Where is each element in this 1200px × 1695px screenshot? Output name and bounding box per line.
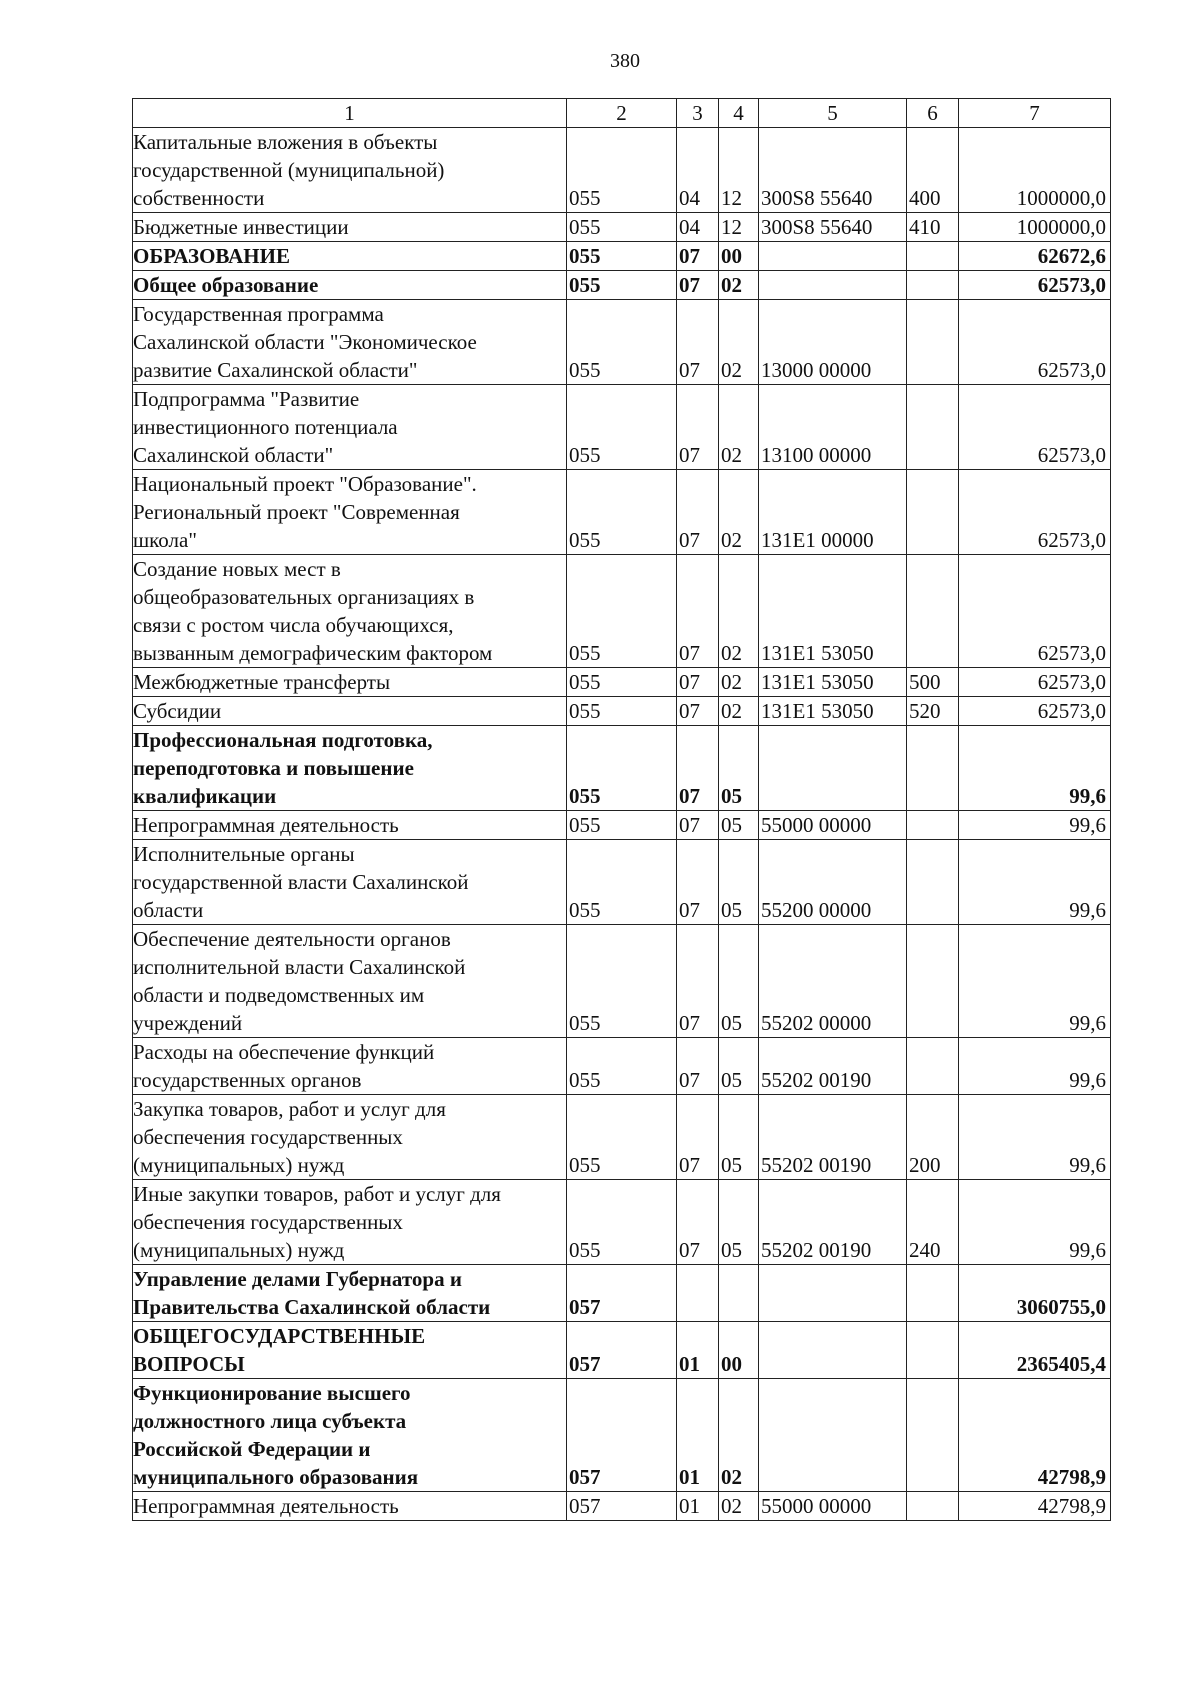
subsection-cell: 12: [719, 213, 759, 242]
amount-cell: 3060755,0: [959, 1265, 1111, 1322]
target-article-cell: 300S8 55640: [759, 213, 907, 242]
table-row: [133, 385, 1111, 470]
table-row: [133, 555, 1111, 668]
table-row: [133, 811, 1111, 840]
table-row: [133, 697, 1111, 726]
expense-type-cell: [907, 840, 959, 925]
target-article-cell: [759, 1265, 907, 1322]
row-name-line: Капитальные вложения в объекты: [133, 130, 438, 154]
expense-type-cell: 410: [907, 213, 959, 242]
row-name-cell: [133, 697, 567, 726]
subsection-cell: 00: [719, 242, 759, 271]
code-cell: 055: [567, 385, 677, 470]
row-name-line: области и подведомственных им: [133, 983, 425, 1007]
section-cell: 07: [677, 925, 719, 1038]
target-article-cell: 55202 00190: [759, 1038, 907, 1095]
table-row: [133, 1095, 1111, 1180]
row-name-line: Профессиональная подготовка,: [133, 728, 433, 752]
section-cell: 07: [677, 697, 719, 726]
row-name-line: государственной власти Сахалинской: [133, 870, 469, 894]
amount-cell: 1000000,0: [959, 128, 1111, 213]
amount-cell: 1000000,0: [959, 213, 1111, 242]
subsection-cell: 05: [719, 1038, 759, 1095]
subsection-cell: 02: [719, 271, 759, 300]
section-cell: 07: [677, 668, 719, 697]
target-article-cell: 131E1 53050: [759, 668, 907, 697]
row-name-line: государственных органов: [133, 1068, 362, 1092]
row-name-cell: [133, 1095, 567, 1180]
row-name-line: Региональный проект "Современная: [133, 500, 460, 524]
row-name-line: Межбюджетные трансферты: [133, 670, 391, 694]
row-name-line: Создание новых мест в: [133, 557, 341, 581]
table-row: [133, 1322, 1111, 1379]
section-cell: 07: [677, 1180, 719, 1265]
header-cell-7: 7: [959, 99, 1111, 128]
expense-type-cell: [907, 1379, 959, 1492]
row-name-cell: [133, 470, 567, 555]
section-cell: 07: [677, 385, 719, 470]
expense-type-cell: [907, 271, 959, 300]
row-name-line: общеобразовательных организациях в: [133, 585, 475, 609]
expense-type-cell: 400: [907, 128, 959, 213]
amount-cell: 99,6: [959, 811, 1111, 840]
row-name-line: Непрограммная деятельность: [133, 1494, 399, 1518]
row-name-cell: [133, 668, 567, 697]
header-cell-4: 4: [719, 99, 759, 128]
row-name-cell: [133, 128, 567, 213]
amount-cell: 62573,0: [959, 470, 1111, 555]
section-cell: 07: [677, 726, 719, 811]
row-name-cell: [133, 1180, 567, 1265]
section-cell: 04: [677, 128, 719, 213]
code-cell: 055: [567, 271, 677, 300]
target-article-cell: 55000 00000: [759, 1492, 907, 1521]
subsection-cell: 05: [719, 925, 759, 1038]
subsection-cell: 05: [719, 1180, 759, 1265]
row-name-line: Обеспечение деятельности органов: [133, 927, 451, 951]
row-name-cell: [133, 840, 567, 925]
row-name-line: Закупка товаров, работ и услуг для: [133, 1097, 446, 1121]
subsection-cell: 02: [719, 555, 759, 668]
expense-type-cell: [907, 385, 959, 470]
table-row: [133, 470, 1111, 555]
expense-type-cell: [907, 470, 959, 555]
row-name-line: ОБЩЕГОСУДАРСТВЕННЫЕ: [133, 1324, 426, 1348]
amount-cell: 99,6: [959, 726, 1111, 811]
target-article-cell: 55000 00000: [759, 811, 907, 840]
target-article-cell: 300S8 55640: [759, 128, 907, 213]
target-article-cell: 131E1 53050: [759, 697, 907, 726]
row-name-cell: [133, 271, 567, 300]
row-name-line: Расходы на обеспечение функций: [133, 1040, 435, 1064]
section-cell: 01: [677, 1322, 719, 1379]
section-cell: 01: [677, 1492, 719, 1521]
section-cell: 07: [677, 271, 719, 300]
table-row: [133, 300, 1111, 385]
row-name-line: Непрограммная деятельность: [133, 813, 399, 837]
subsection-cell: 05: [719, 1095, 759, 1180]
row-name-line: Функционирование высшего: [133, 1381, 411, 1405]
code-cell: 057: [567, 1265, 677, 1322]
section-cell: 07: [677, 555, 719, 668]
row-name-line: Правительства Сахалинской области: [133, 1295, 491, 1319]
section-cell: 07: [677, 470, 719, 555]
row-name-line: инвестиционного потенциала: [133, 415, 398, 439]
header-cell-6: 6: [907, 99, 959, 128]
amount-cell: 99,6: [959, 840, 1111, 925]
subsection-cell: 02: [719, 1379, 759, 1492]
target-article-cell: [759, 242, 907, 271]
row-name-line: связи с ростом числа обучающихся,: [133, 613, 454, 637]
row-name-line: Управление делами Губернатора и: [133, 1267, 462, 1291]
table-row: [133, 925, 1111, 1038]
row-name-line: обеспечения государственных: [133, 1210, 403, 1234]
target-article-cell: 55202 00190: [759, 1095, 907, 1180]
table-row: [133, 1038, 1111, 1095]
code-cell: 055: [567, 1095, 677, 1180]
section-cell: [677, 1265, 719, 1322]
target-article-cell: [759, 1379, 907, 1492]
amount-cell: 42798,9: [959, 1492, 1111, 1521]
amount-cell: 99,6: [959, 1038, 1111, 1095]
row-name-line: ОБРАЗОВАНИЕ: [133, 244, 290, 268]
section-cell: 07: [677, 811, 719, 840]
header-cell-3: 3: [677, 99, 719, 128]
row-name-line: Подпрограмма "Развитие: [133, 387, 360, 411]
row-name-line: Исполнительные органы: [133, 842, 355, 866]
row-name-cell: [133, 555, 567, 668]
code-cell: 055: [567, 811, 677, 840]
table-row: [133, 1492, 1111, 1521]
code-cell: 055: [567, 726, 677, 811]
table-row: [133, 1265, 1111, 1322]
expense-type-cell: [907, 811, 959, 840]
row-name-cell: [133, 726, 567, 811]
row-name-line: развитие Сахалинской области": [133, 358, 418, 382]
row-name-line: переподготовка и повышение: [133, 756, 414, 780]
section-cell: 04: [677, 213, 719, 242]
section-cell: 07: [677, 1095, 719, 1180]
header-row: [133, 99, 1111, 128]
section-cell: 07: [677, 300, 719, 385]
amount-cell: 99,6: [959, 1095, 1111, 1180]
code-cell: 055: [567, 840, 677, 925]
code-cell: 055: [567, 213, 677, 242]
subsection-cell: 00: [719, 1322, 759, 1379]
row-name-line: учреждений: [133, 1011, 243, 1035]
row-name-cell: [133, 242, 567, 271]
target-article-cell: 55200 00000: [759, 840, 907, 925]
code-cell: 055: [567, 1038, 677, 1095]
row-name-line: Сахалинской области": [133, 443, 334, 467]
amount-cell: 2365405,4: [959, 1322, 1111, 1379]
code-cell: 057: [567, 1322, 677, 1379]
row-name-line: Государственная программа: [133, 302, 384, 326]
table-row: [133, 840, 1111, 925]
target-article-cell: [759, 271, 907, 300]
code-cell: 055: [567, 1180, 677, 1265]
subsection-cell: 02: [719, 1492, 759, 1521]
row-name-cell: [133, 811, 567, 840]
row-name-cell: [133, 300, 567, 385]
row-name-line: школа": [133, 528, 197, 552]
subsection-cell: 02: [719, 470, 759, 555]
row-name-line: должностного лица субъекта: [133, 1409, 407, 1433]
section-cell: 01: [677, 1379, 719, 1492]
subsection-cell: 05: [719, 811, 759, 840]
row-name-line: квалификации: [133, 784, 277, 808]
table-row: [133, 271, 1111, 300]
target-article-cell: 131E1 53050: [759, 555, 907, 668]
section-cell: 07: [677, 242, 719, 271]
table-row: [133, 1180, 1111, 1265]
row-name-line: (муниципальных) нужд: [133, 1238, 345, 1262]
code-cell: 055: [567, 555, 677, 668]
expense-type-cell: [907, 1265, 959, 1322]
code-cell: 057: [567, 1379, 677, 1492]
row-name-line: области: [133, 898, 204, 922]
row-name-cell: [133, 1379, 567, 1492]
row-name-cell: [133, 1265, 567, 1322]
table-row: [133, 726, 1111, 811]
table-row: [133, 213, 1111, 242]
amount-cell: 62573,0: [959, 697, 1111, 726]
row-name-line: муниципального образования: [133, 1465, 419, 1489]
subsection-cell: 05: [719, 840, 759, 925]
code-cell: 055: [567, 697, 677, 726]
subsection-cell: [719, 1265, 759, 1322]
code-cell: 055: [567, 470, 677, 555]
expense-type-cell: 200: [907, 1095, 959, 1180]
expense-type-cell: [907, 1322, 959, 1379]
row-name-line: собственности: [133, 186, 265, 210]
row-name-line: обеспечения государственных: [133, 1125, 403, 1149]
code-cell: 055: [567, 925, 677, 1038]
row-name-line: Общее образование: [133, 273, 319, 297]
subsection-cell: 02: [719, 668, 759, 697]
amount-cell: 42798,9: [959, 1379, 1111, 1492]
expense-type-cell: [907, 242, 959, 271]
table-row: [133, 242, 1111, 271]
amount-cell: 62573,0: [959, 271, 1111, 300]
code-cell: 055: [567, 242, 677, 271]
row-name-line: Иные закупки товаров, работ и услуг для: [133, 1182, 501, 1206]
amount-cell: 62573,0: [959, 555, 1111, 668]
subsection-cell: 05: [719, 726, 759, 811]
code-cell: 057: [567, 1492, 677, 1521]
section-cell: 07: [677, 1038, 719, 1095]
row-name-line: Российской Федерации и: [133, 1437, 371, 1461]
page-number: 380: [610, 50, 640, 72]
row-name-line: Бюджетные инвестиции: [133, 215, 349, 239]
expense-type-cell: 240: [907, 1180, 959, 1265]
code-cell: 055: [567, 668, 677, 697]
row-name-line: Национальный проект "Образование".: [133, 472, 477, 496]
code-cell: 055: [567, 128, 677, 213]
amount-cell: 62573,0: [959, 668, 1111, 697]
expense-type-cell: [907, 1038, 959, 1095]
row-name-cell: [133, 1492, 567, 1521]
row-name-cell: [133, 213, 567, 242]
table-row: [133, 1379, 1111, 1492]
subsection-cell: 02: [719, 300, 759, 385]
expense-type-cell: [907, 925, 959, 1038]
row-name-line: (муниципальных) нужд: [133, 1153, 345, 1177]
header-cell-1: 1: [133, 99, 567, 128]
amount-cell: 99,6: [959, 925, 1111, 1038]
row-name-line: государственной (муниципальной): [133, 158, 445, 182]
row-name-line: Субсидии: [133, 699, 222, 723]
row-name-line: ВОПРОСЫ: [133, 1352, 245, 1376]
expense-type-cell: 500: [907, 668, 959, 697]
target-article-cell: [759, 726, 907, 811]
subsection-cell: 12: [719, 128, 759, 213]
subsection-cell: 02: [719, 697, 759, 726]
amount-cell: 62672,6: [959, 242, 1111, 271]
subsection-cell: 02: [719, 385, 759, 470]
table-body: [133, 99, 1111, 1521]
row-name-cell: [133, 1322, 567, 1379]
code-cell: 055: [567, 300, 677, 385]
expense-type-cell: [907, 726, 959, 811]
section-cell: 07: [677, 840, 719, 925]
row-name-line: исполнительной власти Сахалинской: [133, 955, 466, 979]
header-cell-2: 2: [567, 99, 677, 128]
row-name-line: Сахалинской области "Экономическое: [133, 330, 477, 354]
amount-cell: 62573,0: [959, 385, 1111, 470]
budget-table: [132, 98, 1111, 1521]
target-article-cell: 55202 00000: [759, 925, 907, 1038]
target-article-cell: [759, 1322, 907, 1379]
expense-type-cell: 520: [907, 697, 959, 726]
target-article-cell: 131E1 00000: [759, 470, 907, 555]
row-name-cell: [133, 385, 567, 470]
row-name-cell: [133, 1038, 567, 1095]
target-article-cell: 55202 00190: [759, 1180, 907, 1265]
row-name-line: вызванным демографическим фактором: [133, 641, 493, 665]
amount-cell: 62573,0: [959, 300, 1111, 385]
row-name-cell: [133, 925, 567, 1038]
target-article-cell: 13100 00000: [759, 385, 907, 470]
table-row: [133, 128, 1111, 213]
expense-type-cell: [907, 1492, 959, 1521]
expense-type-cell: [907, 555, 959, 668]
target-article-cell: 13000 00000: [759, 300, 907, 385]
expense-type-cell: [907, 300, 959, 385]
table-row: [133, 668, 1111, 697]
header-cell-5: 5: [759, 99, 907, 128]
amount-cell: 99,6: [959, 1180, 1111, 1265]
